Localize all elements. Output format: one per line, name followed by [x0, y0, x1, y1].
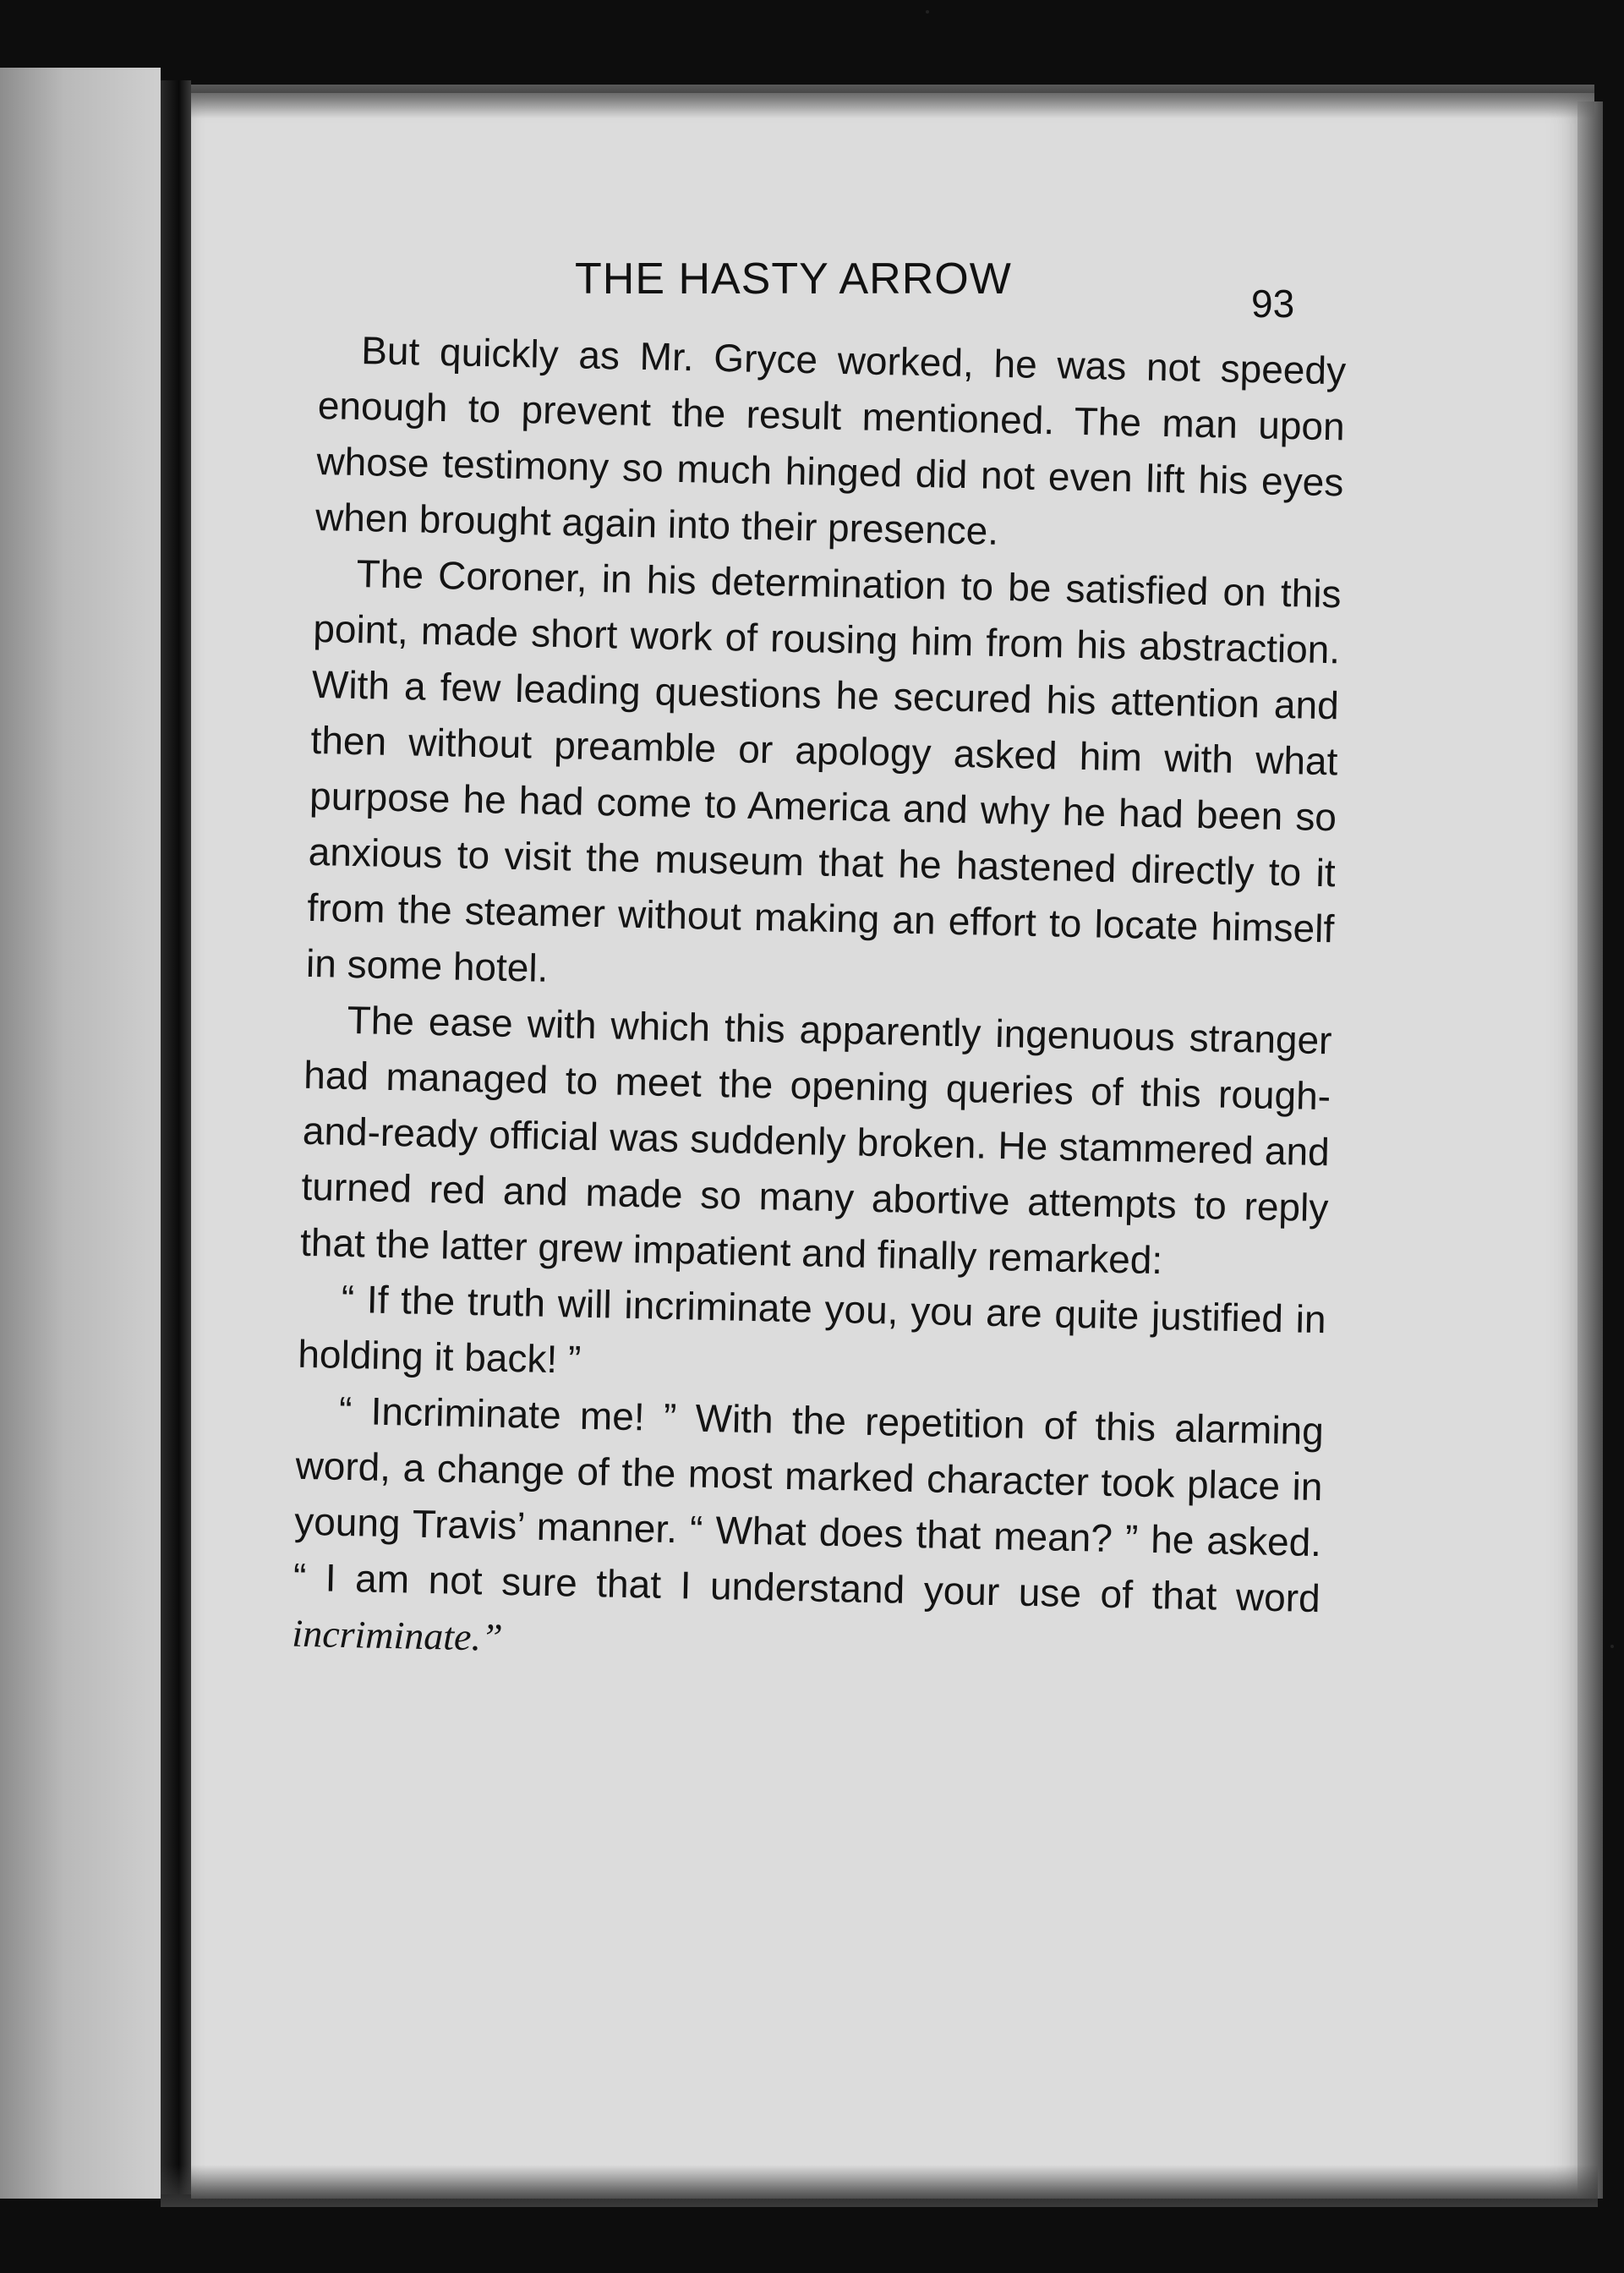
paragraph-text: “ Incriminate me! ” With the repetition of this alarming word, a change of the most marked character took place in young Travis’ manner. “ What does that mean? ” he asked. “ I am not sure that I understand your use of that word: [293, 1388, 1325, 1621]
paragraph: But quickly as Mr. Gryce worked, he was not speedy enough to prevent the result mentioned. The man upon whose testimony so much hinged did not even lift his eyes when brought again into their presence.: [314, 328, 1347, 553]
paragraph: The Coroner, in his determination to be satisfied on this point, made short work of rousing him from his abstraction. With a few leading questions he secured his attention and then without preamble or apology asked him with what purpose he had come to America and why he had been so anxious to visit the museum that he hastened directly to it from the steamer without making an effort to locate himself in some hotel.: [305, 550, 1342, 990]
facing-page-edge: [0, 68, 161, 2199]
page-bottom-shadow: [161, 2165, 1598, 2207]
page-top-shadow: [191, 85, 1594, 118]
running-head: THE HASTY ARROW: [575, 255, 1012, 304]
scan-speck: [1610, 1645, 1614, 1648]
paragraph: “ If the truth will incriminate you, you are quite justified in holding it back! ”: [297, 1276, 1327, 1382]
italic-word: incriminate.”: [291, 1611, 504, 1659]
scan-speck: [926, 10, 929, 14]
body-text: [292, 321, 1347, 1683]
book-binding: [161, 80, 191, 2194]
page-number: 93: [1251, 282, 1295, 326]
paragraph-last: [292, 1382, 1325, 1683]
paragraph: The ease with which this apparently ingenuous stranger had managed to meet the opening queries of this rough-and-ready official was suddenly broken. He stammered and turned red and made so many abortive attempts to reply that the latter grew impatient and finally remarked:: [299, 997, 1333, 1283]
page-right-edge: [1578, 101, 1603, 2199]
